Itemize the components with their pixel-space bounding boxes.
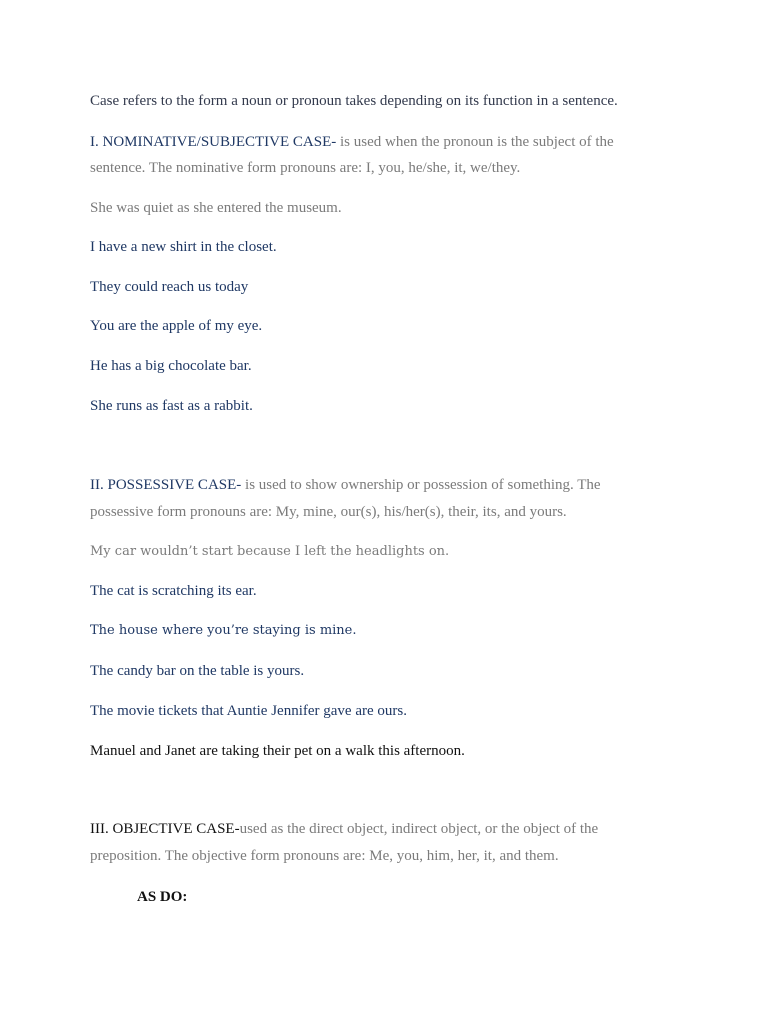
possessive-example-6: Manuel and Janet are taking their pet on a walk this afternoon. xyxy=(90,743,465,759)
possessive-example-4: The candy bar on the table is yours. xyxy=(90,663,305,679)
nominative-description-line-1 xyxy=(90,133,614,151)
possessive-example-2: The cat is scratching its ear. xyxy=(90,583,257,599)
nominative-desc-1: is used when the pronoun is the subject of the xyxy=(336,134,614,150)
objective-description-line-2: preposition. The objective form pronouns are: Me, you, him, her, it, and them. xyxy=(90,848,559,864)
nominative-example-1: She was quiet as she entered the museum. xyxy=(90,200,342,216)
objective-desc-1: used as the direct object, indirect object, or the object of the xyxy=(239,821,599,837)
possessive-description-line-2: possessive form pronouns are: My, mine, our(s), his/her(s), their, its, and yours. xyxy=(90,504,567,520)
possessive-heading: II. POSSESSIVE CASE- xyxy=(90,477,242,493)
possessive-example-1: My car wouldn’t start because I left the headlights on. xyxy=(90,544,450,559)
nominative-example-5: He has a big chocolate bar. xyxy=(90,358,252,374)
nominative-heading: I. NOMINATIVE/SUBJECTIVE CASE- xyxy=(90,134,337,150)
intro-paragraph: Case refers to the form a noun or pronoun takes depending on its function in a sentence. xyxy=(90,93,618,109)
possessive-example-5: The movie tickets that Auntie Jennifer gave are ours. xyxy=(90,703,407,719)
possessive-description-line-1 xyxy=(90,476,601,494)
objective-heading: III. OBJECTIVE CASE- xyxy=(90,821,240,837)
nominative-description-line-2: sentence. The nominative form pronouns are: I, you, he/she, it, we/they. xyxy=(90,160,521,176)
nominative-example-3: They could reach us today xyxy=(90,279,249,295)
possessive-desc-1: is used to show ownership or possession of something. The xyxy=(241,477,601,493)
nominative-example-4: You are the apple of my eye. xyxy=(90,318,263,334)
objective-description-line-1 xyxy=(90,820,598,838)
objective-subheading: AS DO: xyxy=(137,889,188,905)
nominative-example-2: I have a new shirt in the closet. xyxy=(90,239,277,255)
possessive-example-3: The house where you’re staying is mine. xyxy=(90,623,357,638)
nominative-example-6: She runs as fast as a rabbit. xyxy=(90,398,253,414)
